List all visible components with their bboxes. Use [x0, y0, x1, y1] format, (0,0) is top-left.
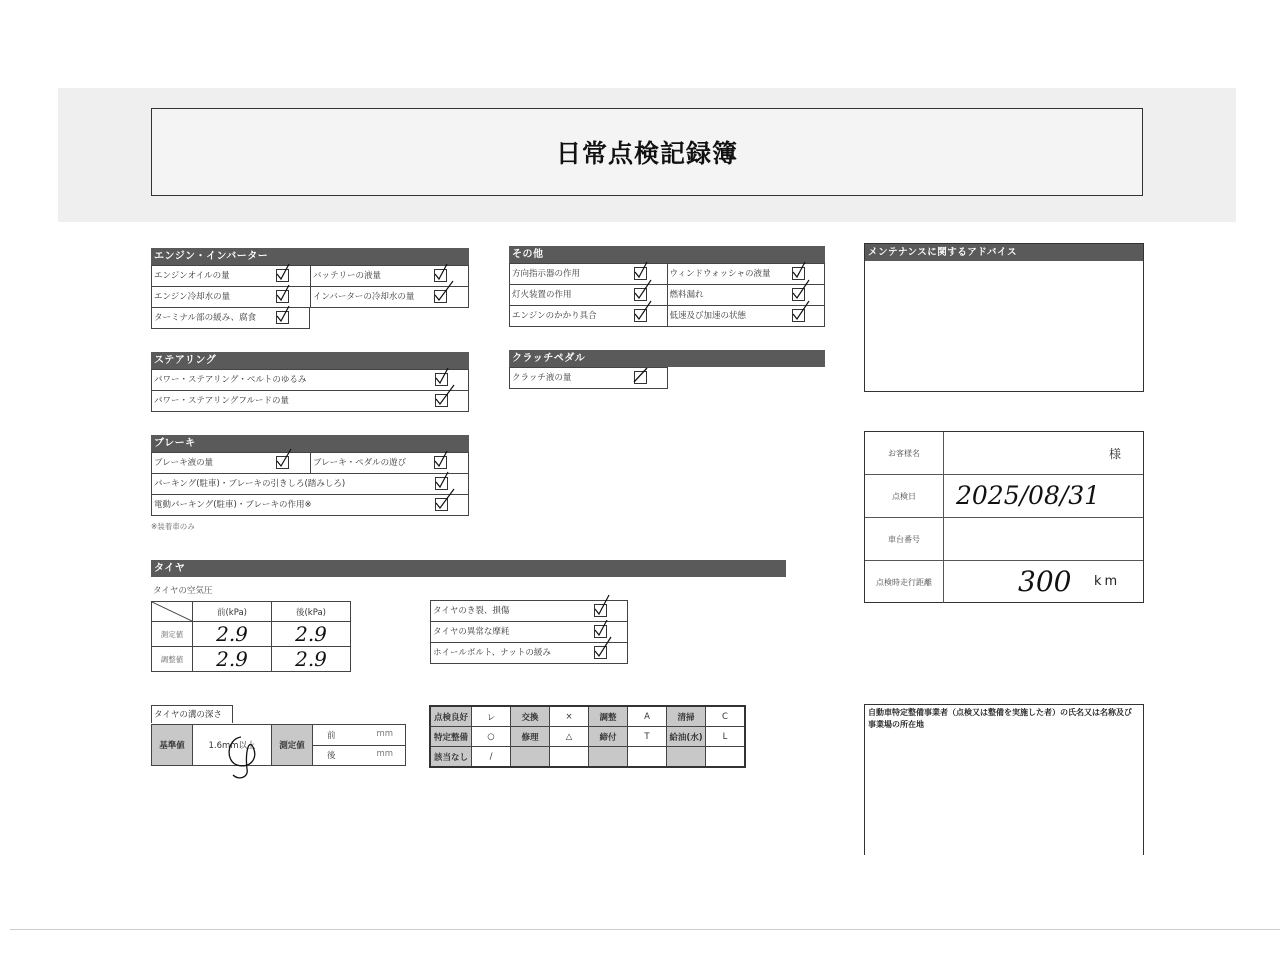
maintainer-line2: 事業場の所在地: [868, 720, 924, 729]
check-mark-icon: [275, 285, 291, 303]
tire-pressure-table: [151, 601, 351, 672]
advice-box: [864, 243, 1144, 392]
check-mark-icon: [434, 472, 450, 490]
legend-empty: [628, 747, 667, 768]
date-row: [865, 475, 1143, 518]
checkbox[interactable]: [634, 288, 647, 301]
checkbox[interactable]: [594, 625, 607, 638]
check-mark-icon: [434, 389, 456, 409]
legend-key: 交換: [511, 706, 550, 727]
other-row-3: [509, 306, 825, 327]
plate-field[interactable]: [944, 518, 1143, 560]
steering-item: [152, 370, 469, 390]
brake-row-3: [151, 495, 469, 516]
other-item: [510, 264, 668, 284]
col-front: 前(kPa): [193, 602, 272, 622]
maintainer-box: [864, 704, 1144, 855]
advice-header: メンテナンスに関するアドバイス: [865, 244, 1143, 261]
tire-section: [151, 560, 786, 596]
engine-item-label: ターミナル部の緩み、腐食: [154, 313, 257, 323]
plate-label: 車台番号: [865, 518, 944, 560]
check-mark-icon: [633, 262, 649, 280]
checkbox[interactable]: [792, 288, 805, 301]
adjusted-rear: 2.9: [295, 647, 327, 671]
row-adjusted-label: 調整値: [152, 647, 193, 672]
legend-empty: [511, 747, 550, 768]
checkbox[interactable]: [434, 269, 447, 282]
legend-empty: [550, 747, 589, 768]
table-row: [430, 747, 745, 768]
tire-check-label: ホイールボルト、ナットの緩み: [433, 648, 551, 658]
tire-check-item: [431, 601, 628, 621]
table-row: [430, 727, 745, 747]
standard-label: 基準値: [152, 725, 193, 766]
checkbox[interactable]: [435, 373, 448, 386]
brake-row-1: [151, 452, 469, 474]
legend-table: [429, 705, 746, 768]
other-item: [668, 306, 826, 326]
row-measured-label: 測定値: [152, 622, 193, 647]
col-rear: 後(kPa): [272, 602, 351, 622]
legend-value: ○: [472, 727, 511, 747]
brake-note: ※装着車のみ: [151, 522, 195, 531]
checkbox[interactable]: [276, 311, 289, 324]
legend-value: /: [472, 747, 511, 768]
brake-item: [152, 453, 311, 473]
legend-key: 修理: [511, 727, 550, 747]
brake-row-2: [151, 474, 469, 495]
check-mark-icon: [433, 264, 449, 282]
legend-value: L: [706, 727, 746, 747]
adjusted-rear-cell[interactable]: [272, 647, 351, 672]
mileage-value: 300: [1018, 565, 1072, 598]
checkbox[interactable]: [634, 267, 647, 280]
clutch-section: [509, 350, 825, 389]
steering-row-2: [151, 391, 469, 412]
depth-front-label: 前: [327, 730, 336, 741]
legend-value: △: [550, 727, 589, 747]
check-mark-icon: [434, 368, 450, 386]
check-mark-icon: [593, 641, 615, 661]
standard-value: 1.6mm以上: [208, 741, 256, 751]
other-item-label: 方向指示器の作用: [512, 269, 581, 279]
engine-item: [311, 266, 469, 286]
tire-check-row: [430, 600, 628, 622]
legend-empty: [589, 747, 628, 768]
legend-key: 清掃: [667, 706, 706, 727]
legend-key: 点検良好: [430, 706, 472, 727]
engine-header: エンジン・インバーター: [151, 248, 469, 265]
measured-depth-label: 測定値: [272, 725, 313, 766]
other-item-label: 燃料漏れ: [669, 290, 704, 300]
legend-value: C: [706, 706, 746, 727]
check-mark-icon: [593, 620, 609, 638]
brake-section: [151, 435, 469, 532]
checkbox[interactable]: [634, 371, 647, 384]
brake-item: [152, 474, 469, 494]
measured-front: 2.9: [216, 622, 248, 646]
mileage-field[interactable]: [944, 561, 1143, 603]
brake-item-label: ブレーキ・ペダルの遊び: [313, 458, 407, 468]
legend-value: レ: [472, 706, 511, 727]
mileage-row: [865, 561, 1143, 603]
standard-value-cell: [193, 725, 272, 766]
checkbox[interactable]: [792, 267, 805, 280]
check-mark-icon: [275, 264, 291, 282]
tire-check-label: タイヤの異常な摩耗: [433, 627, 510, 637]
table-row: [152, 647, 351, 672]
slash-mark-icon: [633, 366, 649, 384]
other-row-2: [509, 285, 825, 306]
clutch-item-label: クラッチ液の量: [512, 373, 572, 383]
engine-row-3: [151, 308, 310, 329]
engine-section: [151, 248, 469, 329]
adjusted-front-cell[interactable]: [193, 647, 272, 672]
customer-name-label: お客様名: [865, 432, 944, 474]
other-item-label: ウィンドウォッシャの液量: [669, 269, 771, 279]
date-value: 2025/08/31: [956, 481, 1101, 510]
depth-unit: mm: [376, 749, 393, 760]
steering-section: [151, 352, 469, 412]
tire-depth-table: [151, 724, 406, 766]
plate-row: [865, 518, 1143, 561]
legend-key: 給油(水): [667, 727, 706, 747]
engine-item: [152, 308, 310, 328]
engine-item-label: エンジンオイルの量: [154, 271, 230, 281]
check-mark-icon: [791, 262, 807, 280]
steering-item-label: パワー・ステアリング・ベルトのゆるみ: [154, 375, 307, 385]
checkbox[interactable]: [276, 290, 289, 303]
checkbox[interactable]: [434, 456, 447, 469]
steering-header: ステアリング: [151, 352, 469, 369]
legend-key: 特定整備: [430, 727, 472, 747]
depth-rear-label: 後: [327, 751, 336, 762]
check-mark-icon: [633, 283, 655, 303]
table-row: [152, 622, 351, 647]
tire-pressure-label: タイヤの空気圧: [153, 586, 213, 596]
checkbox[interactable]: [594, 604, 607, 617]
check-mark-icon: [791, 283, 813, 303]
page-edge-line: [10, 929, 1280, 930]
legend-empty: [667, 747, 706, 768]
maintainer-line1: 自動車特定整備事業者（点検又は整備を実施した者）の氏名又は名称及び: [868, 708, 1132, 717]
measured-rear: 2.9: [295, 622, 327, 646]
tire-check-row: [430, 643, 628, 664]
checkbox[interactable]: [634, 309, 647, 322]
clutch-row-1: [509, 367, 668, 389]
other-item: [510, 306, 668, 326]
engine-row-1: [151, 265, 469, 287]
measured-rear-cell[interactable]: [272, 622, 351, 647]
clutch-item: [510, 368, 668, 388]
check-mark-icon: [434, 493, 456, 513]
customer-info: [864, 431, 1144, 603]
tire-depth-label: タイヤの溝の深さ: [151, 705, 233, 723]
checkbox[interactable]: [434, 290, 447, 303]
customer-name-field[interactable]: [944, 432, 1143, 474]
date-label: 点検日: [865, 475, 944, 517]
engine-item-label: インバーターの冷却水の量: [313, 292, 415, 302]
engine-item: [311, 287, 469, 307]
checkbox[interactable]: [435, 394, 448, 407]
other-header: その他: [509, 246, 825, 263]
mileage-label: 点検時走行距離: [865, 561, 944, 603]
brake-item-label: パーキング(駐車)・ブレーキの引きしろ(踏みしろ): [154, 479, 346, 489]
steering-item-label: パワー・ステアリングフルードの量: [154, 396, 289, 406]
diagonal-cell: [152, 602, 193, 622]
engine-row-2: [151, 287, 469, 308]
tire-checks: [430, 600, 628, 664]
table-row: [152, 725, 406, 746]
adjusted-front: 2.9: [216, 647, 248, 671]
steering-row-1: [151, 369, 469, 391]
customer-name-row: [865, 432, 1143, 475]
clutch-header: クラッチペダル: [509, 350, 825, 367]
legend-key: 該当なし: [430, 747, 472, 768]
check-mark-icon: [433, 451, 449, 469]
tire-check-label: タイヤのき裂、損傷: [433, 606, 510, 616]
checkbox[interactable]: [276, 269, 289, 282]
engine-item-label: バッテリーの液量: [313, 271, 382, 281]
checkbox[interactable]: [435, 477, 448, 490]
tire-header: タイヤ: [151, 560, 786, 577]
other-item-label: 灯火装置の作用: [512, 290, 572, 300]
checkbox[interactable]: [276, 456, 289, 469]
other-item-label: エンジンのかかり具合: [512, 311, 597, 321]
other-item: [668, 264, 826, 284]
legend-key: 締付: [589, 727, 628, 747]
table-row: [430, 706, 745, 727]
tire-check-item: [431, 622, 628, 642]
tire-check-item: [431, 643, 628, 663]
diagonal-line: [152, 602, 192, 621]
legend-value: T: [628, 727, 667, 747]
brake-item: [152, 495, 469, 515]
legend-key: 調整: [589, 706, 628, 727]
handwritten-circle-icon: [219, 729, 269, 779]
other-item-label: 低速及び加速の状態: [669, 311, 747, 321]
mileage-unit: km: [1094, 574, 1121, 589]
check-mark-icon: [791, 304, 813, 324]
depth-unit: mm: [376, 728, 393, 739]
other-item: [668, 285, 826, 305]
brake-item-label: ブレーキ液の量: [154, 458, 214, 468]
engine-item: [152, 266, 311, 286]
checkbox[interactable]: [594, 646, 607, 659]
brake-item: [311, 453, 469, 473]
page-title: 日常点検記録簿: [555, 139, 738, 168]
legend-value: A: [628, 706, 667, 727]
brake-item-label: 電動パーキング(駐車)・ブレーキの作用※: [154, 500, 312, 510]
steering-item: [152, 391, 469, 411]
engine-item-label: エンジン冷却水の量: [154, 292, 231, 302]
check-mark-icon: [433, 285, 455, 305]
check-mark-icon: [593, 599, 615, 619]
checkbox[interactable]: [792, 309, 805, 322]
depth-rear-cell[interactable]: [313, 745, 406, 766]
check-mark-icon: [633, 304, 655, 324]
other-item: [510, 285, 668, 305]
depth-front-cell[interactable]: [313, 725, 406, 746]
check-mark-icon: [275, 451, 297, 471]
other-section: [509, 246, 825, 327]
engine-item: [152, 287, 311, 307]
table-row: [152, 602, 351, 622]
checkbox[interactable]: [435, 498, 448, 511]
measured-front-cell[interactable]: [193, 622, 272, 647]
tire-check-row: [430, 622, 628, 643]
title-box: [151, 108, 1143, 196]
legend-empty: [706, 747, 746, 768]
maintainer-caption: [865, 705, 1143, 733]
check-mark-icon: [275, 306, 291, 324]
honorific: 様: [1108, 447, 1121, 461]
other-row-1: [509, 263, 825, 285]
date-field[interactable]: [944, 475, 1143, 517]
brake-header: ブレーキ: [151, 435, 469, 452]
legend-value: ×: [550, 706, 589, 727]
